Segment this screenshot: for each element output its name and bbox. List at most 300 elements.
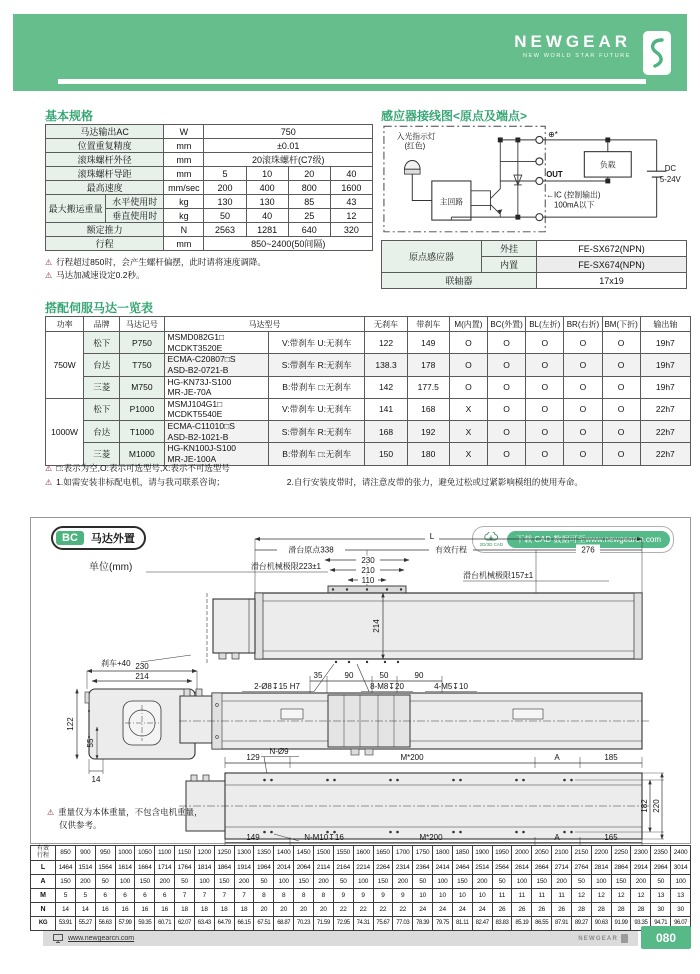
stroke-cell: 13 — [671, 888, 691, 902]
no-brake-cell: 142 — [365, 376, 407, 398]
option-cell: O — [526, 354, 564, 376]
col-header: 带刹车 — [407, 317, 449, 332]
basic-specs-notes — [45, 256, 266, 283]
stroke-cell: 2150 — [571, 846, 591, 861]
bc-badge-label: 马达外置 — [90, 533, 135, 545]
weight-note-line2: 仅供参考。 — [59, 820, 102, 830]
bc-badge: BC — [56, 531, 84, 545]
model-line: MSMD082G1□ — [167, 332, 225, 342]
code-cell: T750 — [120, 354, 164, 376]
stroke-cell: 20 — [313, 902, 333, 916]
stroke-cell: 12 — [571, 888, 591, 902]
spec-row — [46, 139, 373, 153]
stroke-cell: 12 — [591, 888, 611, 902]
out-label: OUT — [546, 170, 563, 180]
stroke-cell: 50 — [492, 874, 512, 888]
stroke-cell: 30 — [651, 902, 671, 916]
stroke-cell: 67.51 — [254, 916, 274, 930]
stroke-cell: 28 — [611, 902, 631, 916]
stroke-cell: 2714 — [552, 860, 572, 874]
stroke-cell: 94.71 — [651, 916, 671, 930]
stroke-cell: 75.67 — [373, 916, 393, 930]
option-cell: O — [449, 332, 487, 354]
spec-value: ±0.01 — [204, 139, 373, 153]
col-header: 功率 — [46, 317, 84, 332]
spec-label: 马达输出AC — [46, 125, 164, 139]
stroke-cell: 71.59 — [313, 916, 333, 930]
spec-value: 12 — [330, 209, 372, 223]
stroke-cell: 7 — [194, 888, 214, 902]
stroke-cell: 950 — [95, 846, 115, 861]
cs-dim-14: 14 — [91, 775, 101, 784]
option-cell: O — [449, 376, 487, 398]
spec-row — [46, 181, 373, 195]
spec-label: 滚珠螺杆外径 — [46, 153, 164, 167]
stroke-cell: 1600 — [353, 846, 373, 861]
stroke-cell: 100 — [194, 874, 214, 888]
code-cell: P750 — [120, 332, 164, 354]
with-brake-cell: 180 — [407, 443, 449, 465]
stroke-cell: 28 — [591, 902, 611, 916]
motor-row — [46, 376, 691, 398]
stroke-cell: 22 — [333, 902, 353, 916]
terminal-0v — [536, 214, 543, 221]
stroke-cell: 20 — [294, 902, 314, 916]
stroke-cell: 91.99 — [611, 916, 631, 930]
warning-icon: ⚠ — [45, 477, 53, 487]
col-header: BL(左折) — [526, 317, 564, 332]
sensor-row — [382, 241, 687, 257]
motor-row — [46, 398, 691, 420]
stroke-cell: 1000 — [115, 846, 135, 861]
stroke-cell: 10 — [433, 888, 453, 902]
option-cell: O — [488, 376, 526, 398]
spec-label: 最高速度 — [46, 181, 164, 195]
spec-label: 滚珠螺杆导距 — [46, 167, 164, 181]
bv-dim-m200: M*200 — [419, 833, 443, 842]
spec-value: 850~2400(50间隔) — [204, 237, 373, 251]
brand-cell: 三菱 — [84, 376, 120, 398]
stroke-cell: 1700 — [393, 846, 413, 861]
spec-value: 5 — [204, 167, 246, 181]
with-brake-cell: 149 — [407, 332, 449, 354]
stroke-cell: 1950 — [492, 846, 512, 861]
stroke-row-header: 有效行程 — [31, 846, 56, 861]
brake-plus-label: 刹车+40 — [101, 659, 131, 668]
option-cell: O — [488, 354, 526, 376]
dim-214: 214 — [372, 619, 381, 633]
col-header: 品牌 — [84, 317, 120, 332]
stroke-cell: 93.35 — [631, 916, 651, 930]
spec-value: 43 — [330, 195, 372, 209]
tv-dim-35: 35 — [313, 671, 323, 680]
stroke-cell: 10 — [472, 888, 492, 902]
technical-drawing-panel — [30, 517, 691, 844]
footer-logo-icon — [621, 934, 628, 943]
header-banner — [13, 14, 687, 91]
spec-unit: mm — [164, 153, 204, 167]
stroke-cell: 2964 — [651, 860, 671, 874]
main-circuit-label: 主回路 — [439, 197, 464, 207]
stroke-cell: 1814 — [194, 860, 214, 874]
stroke-cell: 1750 — [413, 846, 433, 861]
dim-210: 210 — [361, 566, 375, 575]
col-header: BR(右折) — [564, 317, 602, 332]
stroke-cell: 11 — [492, 888, 512, 902]
stroke-cell: 18 — [234, 902, 254, 916]
limit-right-label: 滑台机械极限157±1 — [463, 571, 534, 580]
model-line: ECMA-C20807□S — [167, 354, 236, 365]
col-header: 输出轴 — [640, 317, 690, 332]
option-cell: O — [564, 398, 602, 420]
cross-section-view — [66, 662, 199, 784]
with-brake-cell: 177.5 — [407, 376, 449, 398]
stroke-cell: 6 — [95, 888, 115, 902]
spec-value: 85 — [288, 195, 330, 209]
cs-dim-122: 122 — [66, 717, 75, 731]
no-brake-cell: 138.3 — [365, 354, 407, 376]
stroke-cell: 150 — [294, 874, 314, 888]
coupling-value: 17x19 — [537, 273, 687, 289]
stroke-cell: 22 — [373, 902, 393, 916]
bv-dim-149: 149 — [246, 833, 260, 842]
stroke-cell: 1650 — [373, 846, 393, 861]
stroke-cell: 64.79 — [214, 916, 234, 930]
option-cell: O — [602, 376, 640, 398]
stroke-cell: 1150 — [175, 846, 195, 861]
code-cell: M1000 — [120, 443, 164, 465]
limit-left-label: 滑台机械极限223±1 — [250, 562, 321, 571]
stroke-cell: 2214 — [353, 860, 373, 874]
stroke-cell: 1850 — [452, 846, 472, 861]
motor-table-header-row — [46, 317, 691, 332]
brake-note-cell: V:带刹车 U:无刹车 — [269, 398, 365, 420]
stroke-cell: 18 — [194, 902, 214, 916]
motor-note-install2: 2.自行安装皮带时，请注意皮带的张力，避免过松或过紧影响模组的使用寿命。 — [286, 476, 583, 487]
no-brake-cell: 168 — [365, 421, 407, 443]
model-line: MR-JE-70A — [167, 387, 212, 398]
stroke-cell: 100 — [512, 874, 532, 888]
stroke-cell: 9 — [393, 888, 413, 902]
newgear-logo-icon — [643, 31, 671, 75]
stroke-cell: 16 — [115, 902, 135, 916]
stroke-cell: 2864 — [611, 860, 631, 874]
stroke-cell: 90.63 — [591, 916, 611, 930]
spec-value: 20 — [288, 167, 330, 181]
stroke-cell: 72.95 — [333, 916, 353, 930]
no-brake-cell: 150 — [365, 443, 407, 465]
tv-dim-50: 50 — [379, 671, 389, 680]
no-brake-cell: 122 — [365, 332, 407, 354]
option-cell: O — [564, 354, 602, 376]
stroke-cell: 55.27 — [75, 916, 95, 930]
no-brake-cell: 141 — [365, 398, 407, 420]
tv-dim-90a: 90 — [344, 671, 354, 680]
stroke-cell: 1764 — [175, 860, 195, 874]
terminal-plus — [536, 136, 543, 143]
col-header: 马达型号 — [164, 317, 365, 332]
motor-note-install1: 1.如需安装非标配电机，请与我司联系咨询； — [56, 476, 225, 487]
spec-row — [46, 153, 373, 167]
top-view — [179, 671, 649, 768]
tv-dim-90b: 90 — [414, 671, 424, 680]
stroke-cell: 2914 — [631, 860, 651, 874]
stroke-cell: 9 — [373, 888, 393, 902]
stroke-cell: 1900 — [472, 846, 492, 861]
stroke-cell: 100 — [115, 874, 135, 888]
col-header: BC(外置) — [488, 317, 526, 332]
stroke-cell: 16 — [135, 902, 155, 916]
spec-value: 130 — [204, 195, 246, 209]
stroke-cell: 89.27 — [571, 916, 591, 930]
basic-specs-table — [45, 124, 373, 251]
brake-note-cell: B:带刹车 □:无刹车 — [269, 376, 365, 398]
stroke-cell: 24 — [452, 902, 472, 916]
ic-note-line2: 100mA以下 — [554, 200, 595, 210]
spec-value: 40 — [330, 167, 372, 181]
stroke-cell: 200 — [472, 874, 492, 888]
brand-cell: 松下 — [84, 398, 120, 420]
stroke-cell: 1514 — [75, 860, 95, 874]
dim-110: 110 — [361, 576, 375, 585]
model-line: ASD-B2-0721-B — [167, 364, 229, 375]
footer-brand-name: NEWGEAR — [578, 935, 618, 942]
code-cell: M750 — [120, 376, 164, 398]
tv-dim-185: 185 — [604, 753, 618, 762]
stroke-table-row — [31, 902, 691, 916]
spec-unit: mm — [164, 237, 204, 251]
dc-label-line2: 5-24V — [659, 174, 681, 184]
stroke-cell: 6 — [135, 888, 155, 902]
option-cell: O — [526, 398, 564, 420]
cs-dim-214: 214 — [135, 672, 149, 681]
warning-icon: ⚠ — [45, 464, 53, 473]
model-line: MSMJ104G1□ — [167, 398, 223, 409]
spec-unit: mm — [164, 139, 204, 153]
stroke-row-header: N — [31, 902, 56, 916]
stroke-table-row — [31, 916, 691, 930]
origin-sensor-label: 原点感应器 — [382, 241, 482, 273]
stroke-cell: 26 — [532, 902, 552, 916]
brake-note-cell: V:带刹车 U:无刹车 — [269, 332, 365, 354]
basic-specs-title: 基本规格 — [45, 109, 94, 123]
cs-dim-55: 55 — [86, 738, 95, 748]
stroke-cell: 2000 — [512, 846, 532, 861]
stroke-cell: 63.43 — [194, 916, 214, 930]
stroke-cell: 2200 — [591, 846, 611, 861]
stroke-table-row — [31, 874, 691, 888]
motor-row — [46, 354, 691, 376]
footer-brand — [578, 934, 628, 943]
ic-note-line1: ←IC (控制输出) — [546, 190, 601, 200]
model-line: ASD-B2-1021-B — [167, 431, 229, 442]
stroke-table-row — [31, 860, 691, 874]
stroke-cell: 8 — [313, 888, 333, 902]
stroke-cell: 2564 — [492, 860, 512, 874]
option-cell: O — [602, 354, 640, 376]
stroke-cell: 14 — [56, 902, 76, 916]
stroke-cell: 20 — [274, 902, 294, 916]
stroke-cell: 24 — [413, 902, 433, 916]
weight-note-line1: 重量仅为本体重量，不包含电机重量， — [58, 807, 203, 817]
stroke-cell: 2100 — [552, 846, 572, 861]
brand-block — [514, 33, 631, 59]
stroke-cell: 96.07 — [671, 916, 691, 930]
stroke-cell: 7 — [214, 888, 234, 902]
stroke-cell: 53.91 — [56, 916, 76, 930]
spec-value: 10 — [246, 167, 288, 181]
stroke-cell: 1664 — [135, 860, 155, 874]
model-cell — [164, 421, 268, 443]
stroke-cell: 1500 — [313, 846, 333, 861]
brake-note-cell: S:带刹车 R:无刹车 — [269, 421, 365, 443]
stroke-row-header: KG — [31, 916, 56, 930]
code-cell: P1000 — [120, 398, 164, 420]
stroke-cell: 1250 — [214, 846, 234, 861]
footer-url-link[interactable]: www.newgearcn.com — [68, 935, 135, 942]
stroke-cell: 100 — [353, 874, 373, 888]
stroke-cell: 50 — [95, 874, 115, 888]
stroke-cell: 7 — [234, 888, 254, 902]
option-cell: X — [449, 398, 487, 420]
option-cell: O — [488, 421, 526, 443]
stroke-cell: 26 — [512, 902, 532, 916]
option-cell: O — [602, 398, 640, 420]
model-cell — [164, 354, 268, 376]
indicator-label: 入光指示灯 — [396, 131, 436, 141]
motor-table-notes — [45, 462, 583, 490]
code-cell: T1000 — [120, 421, 164, 443]
monitor-icon — [53, 934, 63, 943]
spec-label: 行程 — [46, 237, 164, 251]
shaft-cell: 22h7 — [640, 421, 690, 443]
spec-row — [46, 223, 373, 237]
load-label: 负载 — [599, 160, 616, 170]
external-label: 外挂 — [482, 241, 537, 257]
spec-value: 1600 — [330, 181, 372, 195]
stroke-cell: 74.31 — [353, 916, 373, 930]
shaft-cell: 19h7 — [640, 376, 690, 398]
model-line: HG-KN100J-S100 — [167, 443, 237, 454]
stroke-cell: 78.39 — [413, 916, 433, 930]
power-cell: 750W — [46, 332, 84, 399]
stroke-cell: 12 — [631, 888, 651, 902]
stroke-cell: 2064 — [294, 860, 314, 874]
stroke-cell: 200 — [75, 874, 95, 888]
side-view — [101, 532, 642, 692]
stroke-cell: 83.83 — [492, 916, 512, 930]
stroke-table-row — [31, 888, 691, 902]
spec-row — [46, 237, 373, 251]
option-cell: O — [602, 421, 640, 443]
cs-dim-230: 230 — [135, 662, 149, 671]
spec-value: 1281 — [246, 223, 288, 237]
stroke-cell: 2664 — [532, 860, 552, 874]
stroke-cell: 14 — [75, 902, 95, 916]
stroke-cell: 12 — [611, 888, 631, 902]
brake-note-cell: S:带刹车 R:无刹车 — [269, 354, 365, 376]
stroke-cell: 100 — [433, 874, 453, 888]
stroke-cell: 28 — [571, 902, 591, 916]
builtin-label: 内置 — [482, 257, 537, 273]
sensor-title: 感应器接线图<原点及端点> — [381, 109, 528, 123]
stroke-cell: 10 — [413, 888, 433, 902]
spec-value: 320 — [330, 223, 372, 237]
option-cell: X — [449, 443, 487, 465]
stroke-cell: 79.75 — [433, 916, 453, 930]
stroke-cell: 66.15 — [234, 916, 254, 930]
shaft-cell: 22h7 — [640, 398, 690, 420]
stroke-cell: 1550 — [333, 846, 353, 861]
holes-label-b: 8-M8↧20 — [370, 682, 404, 691]
col-header: M(内置) — [449, 317, 487, 332]
option-cell: O — [564, 421, 602, 443]
brand-name: NEWGEAR — [514, 32, 631, 51]
stroke-cell: 50 — [333, 874, 353, 888]
stroke-cell: 5 — [56, 888, 76, 902]
spec-value: 200 — [204, 181, 246, 195]
spec-value: 130 — [246, 195, 288, 209]
warning-icon: ⚠ — [45, 271, 53, 281]
stroke-cell: 86.55 — [532, 916, 552, 930]
stroke-cell: 1300 — [234, 846, 254, 861]
stroke-cell: 82.47 — [472, 916, 492, 930]
stroke-cell: 11 — [552, 888, 572, 902]
plus-terminal-label: ⊕* — [548, 129, 558, 139]
option-cell: O — [564, 443, 602, 465]
option-cell: O — [449, 354, 487, 376]
option-cell: X — [449, 421, 487, 443]
spec-label: 位置重复精度 — [46, 139, 164, 153]
stroke-cell: 1800 — [433, 846, 453, 861]
spec-unit: kg — [164, 209, 204, 223]
col-header: 马达记号 — [120, 317, 164, 332]
dim-effective-stroke: 有效行程 — [435, 545, 467, 555]
stroke-cell: 1100 — [155, 846, 175, 861]
shaft-cell: 19h7 — [640, 332, 690, 354]
stroke-cell: 10 — [452, 888, 472, 902]
banner-stripe — [58, 79, 646, 84]
stroke-cell: 1464 — [56, 860, 76, 874]
stroke-cell: 150 — [452, 874, 472, 888]
stroke-cell: 2614 — [512, 860, 532, 874]
stroke-cell: 1714 — [155, 860, 175, 874]
brand-cell: 三菱 — [84, 443, 120, 465]
option-cell: O — [526, 443, 564, 465]
spec-label: 额定推力 — [46, 223, 164, 237]
cad-icon-label: 2D/3D CAD — [479, 542, 504, 547]
stroke-cell: 2250 — [611, 846, 631, 861]
spec-unit: N — [164, 223, 204, 237]
stroke-row-header: M — [31, 888, 56, 902]
stroke-cell: 11 — [512, 888, 532, 902]
stroke-cell: 200 — [155, 874, 175, 888]
stroke-cell: 70.23 — [294, 916, 314, 930]
dim-230: 230 — [361, 556, 375, 565]
option-cell: O — [564, 332, 602, 354]
stroke-cell: 13 — [651, 888, 671, 902]
indicator-bulb — [404, 160, 420, 169]
stroke-cell: 77.03 — [393, 916, 413, 930]
coupling-label: 联轴器 — [382, 273, 537, 289]
brand-cell: 台达 — [84, 354, 120, 376]
stroke-cell: 60.71 — [155, 916, 175, 930]
bv-dim-220: 220 — [652, 799, 661, 813]
spec-unit: kg — [164, 195, 204, 209]
stroke-cell: 1050 — [135, 846, 155, 861]
stroke-cell: 1614 — [115, 860, 135, 874]
sensor-wiring-diagram — [381, 122, 686, 238]
